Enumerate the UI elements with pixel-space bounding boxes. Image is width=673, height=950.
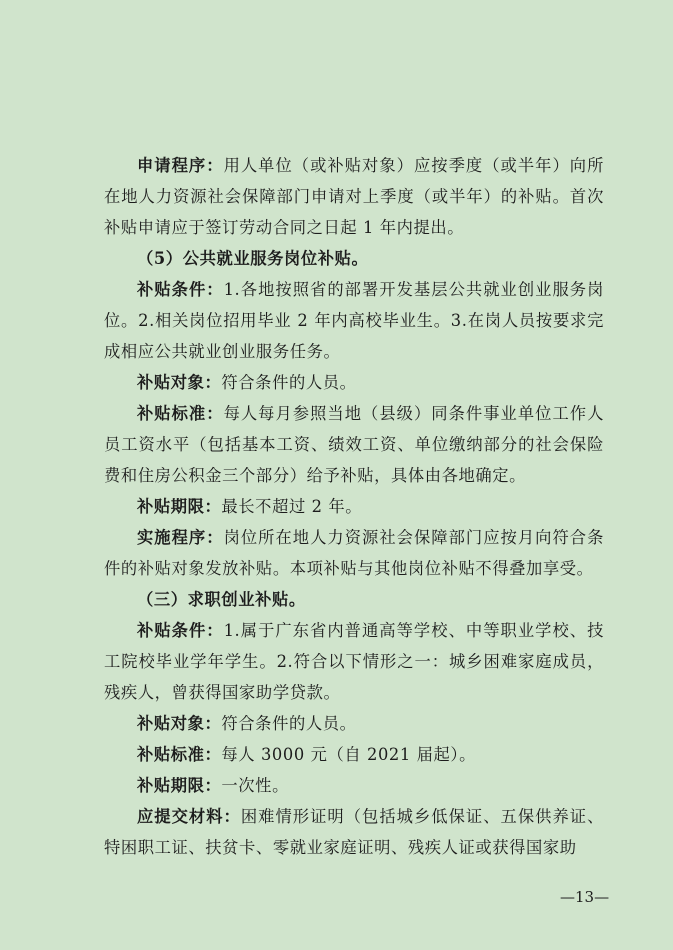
paragraph-subsidy-conditions-2	[104, 615, 604, 708]
paragraph-heading: 补贴标准：	[137, 745, 222, 764]
paragraph-text: 困难情形证明（包括城乡低保证、五保供养证、特困职工证、扶贫卡、零就业家庭证明、残疾人证或获得国家助	[104, 807, 604, 857]
paragraph-heading: 补贴条件：	[137, 621, 224, 640]
paragraph-subsidy-standard	[104, 398, 604, 491]
paragraph-heading: 实施程序：	[137, 528, 224, 547]
paragraph-subsidy-period-2	[104, 770, 604, 801]
paragraph-subsidy-target-2	[104, 708, 604, 739]
paragraph-text: 一次性。	[221, 776, 289, 795]
paragraph-heading: 补贴期限：	[137, 776, 222, 795]
paragraph-implementation-procedure	[104, 522, 604, 584]
paragraph-text: 符合条件的人员。	[221, 714, 357, 733]
paragraph-heading: 补贴条件：	[137, 280, 224, 299]
paragraph-heading: 补贴对象：	[137, 714, 222, 733]
paragraph-subsidy-conditions	[104, 274, 604, 367]
paragraph-text: 每人每月参照当地（县级）同条件事业单位工作人员工资水平（包括基本工资、绩效工资、单位缴纳部分的社会保险费和住房公积金三个部分）给予补贴，具体由各地确定。	[104, 404, 604, 485]
paragraph-required-materials	[104, 801, 604, 863]
paragraph-apply-procedure	[104, 150, 604, 243]
paragraph-text: 1.属于广东省内普通高等学校、中等职业学校、技工院校毕业学年学生。2.符合以下情形之一：城乡困难家庭成员，残疾人，曾获得国家助学贷款。	[104, 621, 604, 702]
paragraph-text: 符合条件的人员。	[221, 373, 357, 392]
section-heading-job-seeking-subsidy: （三）求职创业补贴。	[137, 590, 306, 609]
paragraph-text: 1.各地按照省的部署开发基层公共就业创业服务岗位。2.相关岗位招用毕业 2 年内高校毕业生。3.在岗人员按要求完成相应公共就业创业服务任务。	[104, 280, 604, 361]
body-text	[104, 150, 604, 863]
paragraph-text: 用人单位（或补贴对象）应按季度（或半年）向所在地人力资源社会保障部门申请对上季度（或半年）的补贴。首次补贴申请应于签订劳动合同之日起 1 年内提出。	[104, 156, 604, 237]
paragraph-text: 每人 3000 元（自 2021 届起）。	[221, 745, 476, 764]
paragraph-text: 最长不超过 2 年。	[221, 497, 363, 516]
paragraph-heading: 申请程序：	[137, 156, 224, 175]
paragraph-heading: 应提交材料：	[137, 807, 241, 826]
paragraph-text: 岗位所在地人力资源社会保障部门应按月向符合条件的补贴对象发放补贴。本项补贴与其他岗位补贴不得叠加享受。	[104, 528, 604, 578]
paragraph-subsidy-target	[104, 367, 604, 398]
paragraph-heading: 补贴标准：	[137, 404, 224, 423]
paragraph-heading: 补贴期限：	[137, 497, 222, 516]
paragraph-heading: 补贴对象：	[137, 373, 222, 392]
paragraph-subsidy-standard-2	[104, 739, 604, 770]
paragraph-subsidy-period	[104, 491, 604, 522]
page-number: —13—	[560, 888, 610, 906]
section-heading-public-employment-subsidy: （5）公共就业服务岗位补贴。	[137, 249, 369, 268]
